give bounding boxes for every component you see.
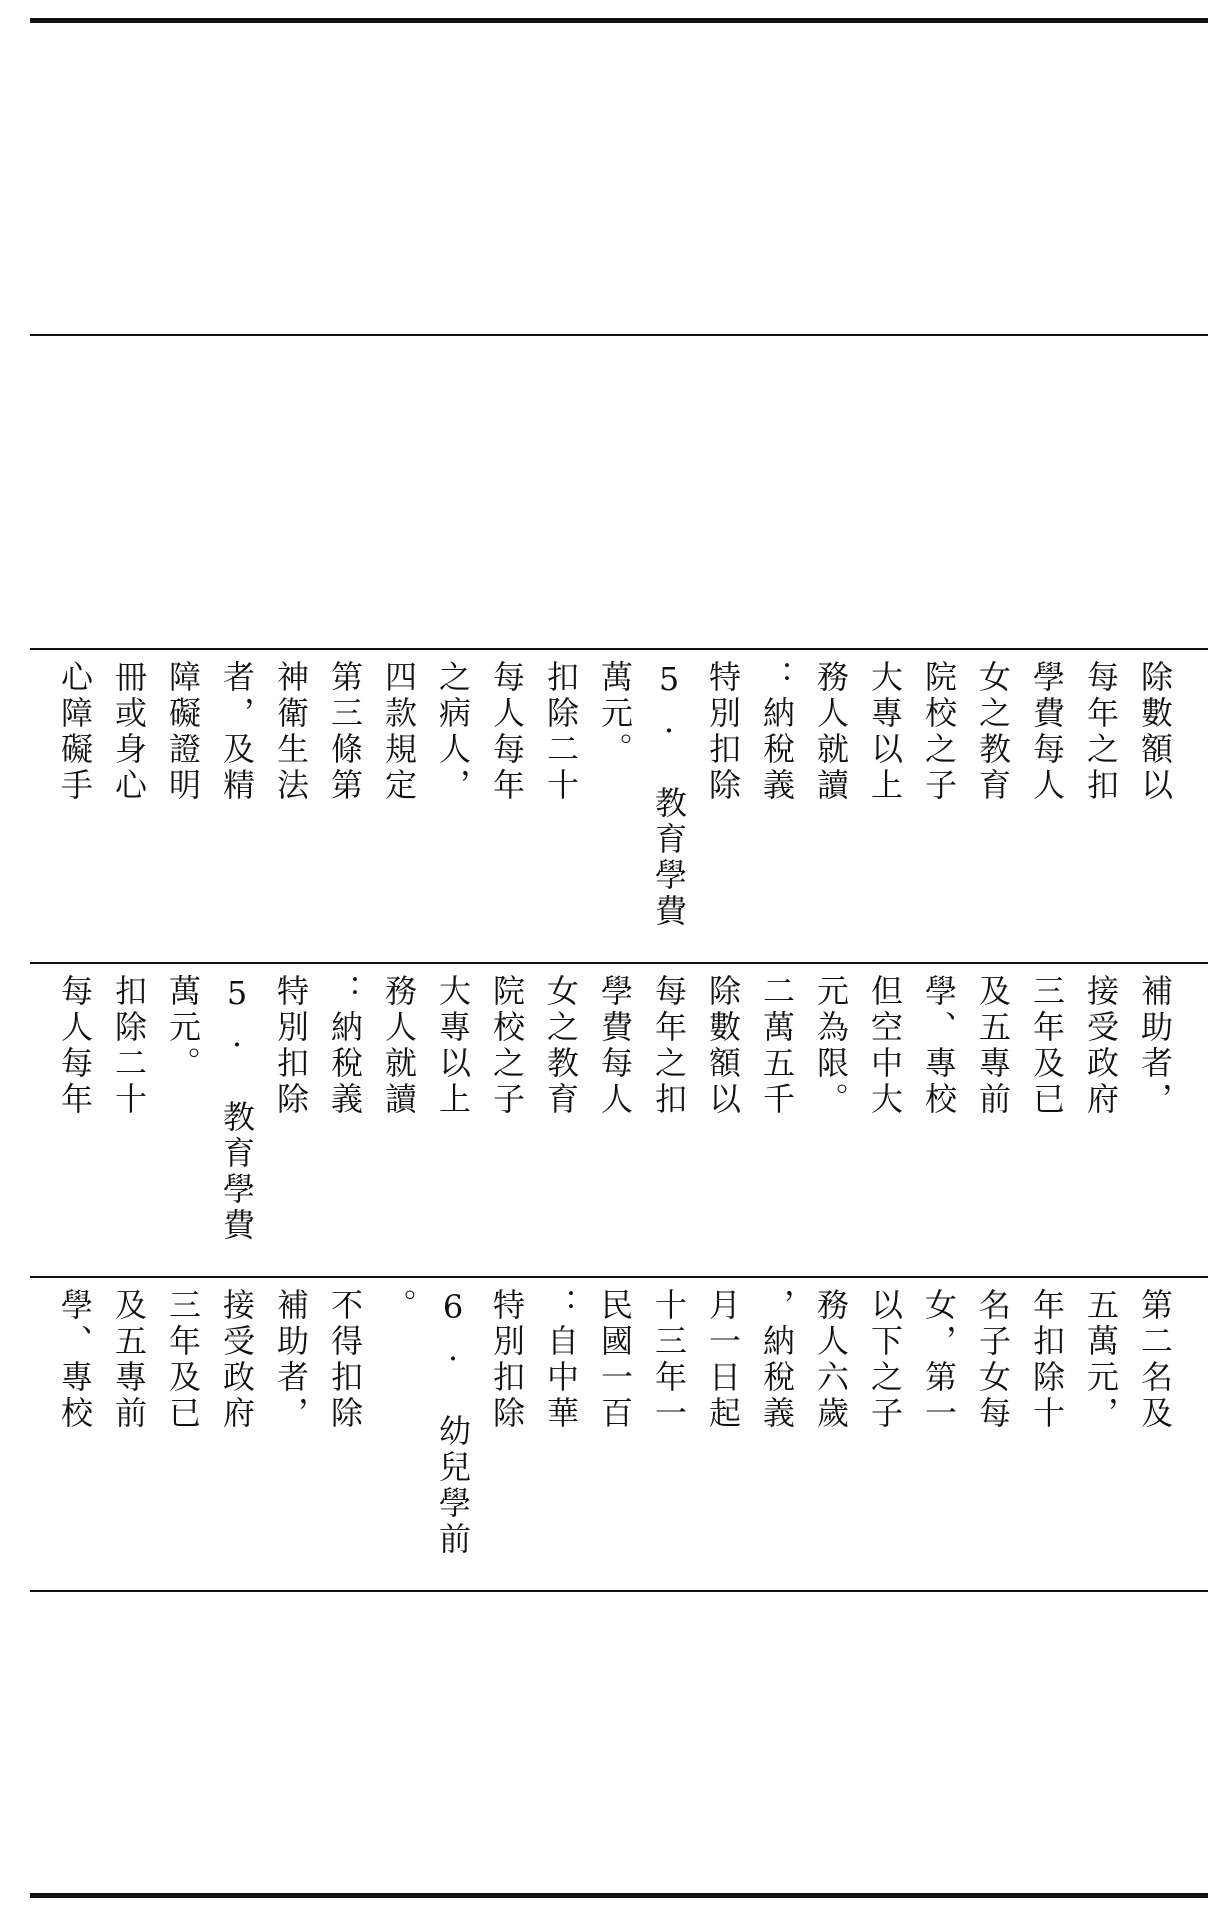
text-column: 院校之子 bbox=[488, 974, 526, 1118]
divider-rule-5 bbox=[30, 1590, 1208, 1592]
text-column: 第三條第 bbox=[326, 660, 364, 804]
text-column: 學、專校 bbox=[56, 1288, 94, 1432]
text-column: 萬元。 bbox=[596, 660, 634, 768]
text-column: 每人每年 bbox=[56, 974, 94, 1118]
text-column: 特別扣除 bbox=[488, 1288, 526, 1432]
text-column: 以下之子 bbox=[866, 1288, 904, 1432]
text-column: 大專以上 bbox=[866, 660, 904, 804]
text-column: 十三年一 bbox=[650, 1288, 688, 1432]
text-column: 元為限。 bbox=[812, 974, 850, 1118]
text-column: 心障礙手 bbox=[56, 660, 94, 804]
text-column: 四款規定 bbox=[380, 660, 418, 804]
text-column: 女之教育 bbox=[542, 974, 580, 1118]
text-column: 除數額以 bbox=[704, 974, 742, 1118]
text-column: 學、專校 bbox=[920, 974, 958, 1118]
text-column: ，納稅義 bbox=[758, 1288, 796, 1432]
text-band-3 bbox=[30, 650, 1208, 962]
text-column: 大專以上 bbox=[434, 974, 472, 1118]
text-column: 接受政府 bbox=[218, 1288, 256, 1432]
text-column: 特別扣除 bbox=[272, 974, 310, 1118]
text-column: 女之教育 bbox=[974, 660, 1012, 804]
text-column: 第二名及 bbox=[1136, 1288, 1174, 1432]
text-column: 但空中大 bbox=[866, 974, 904, 1118]
text-column: 特別扣除 bbox=[704, 660, 742, 804]
text-column: 三年及已 bbox=[164, 1288, 202, 1432]
text-column: 五萬元， bbox=[1082, 1288, 1120, 1432]
text-band-5 bbox=[30, 1278, 1208, 1590]
text-column: 障礙證明 bbox=[164, 660, 202, 804]
text-column: 民國一百 bbox=[596, 1288, 634, 1432]
text-column: 每年之扣 bbox=[1082, 660, 1120, 804]
top-rule bbox=[30, 18, 1208, 23]
text-column: 除數額以 bbox=[1136, 660, 1174, 804]
text-column: 月一日起 bbox=[704, 1288, 742, 1432]
text-column: 每人每年 bbox=[488, 660, 526, 804]
text-column: 不得扣除 bbox=[326, 1288, 364, 1432]
text-column: 二萬五千 bbox=[758, 974, 796, 1118]
text-column: ：納稅義 bbox=[326, 974, 364, 1118]
text-column: 務人六歲 bbox=[812, 1288, 850, 1432]
text-column: 者，及精 bbox=[218, 660, 256, 804]
text-column: 三年及已 bbox=[1028, 974, 1066, 1118]
text-column: 學費每人 bbox=[596, 974, 634, 1118]
text-column: 5. 教育學費 bbox=[218, 974, 256, 1244]
text-column: 冊或身心 bbox=[110, 660, 148, 804]
text-column: 務人就讀 bbox=[812, 660, 850, 804]
bottom-rule bbox=[30, 1893, 1208, 1898]
divider-rule-1 bbox=[30, 334, 1208, 336]
text-column: 6. 幼兒學前 bbox=[434, 1288, 472, 1558]
text-column: 每年之扣 bbox=[650, 974, 688, 1118]
text-column: 學費每人 bbox=[1028, 660, 1066, 804]
text-column: 務人就讀 bbox=[380, 974, 418, 1118]
text-column: 及五專前 bbox=[110, 1288, 148, 1432]
text-column: 扣除二十 bbox=[542, 660, 580, 804]
text-column: 補助者， bbox=[272, 1288, 310, 1432]
text-column: 5. 教育學費 bbox=[650, 660, 688, 930]
text-column: 及五專前 bbox=[974, 974, 1012, 1118]
text-column: 女，第一 bbox=[920, 1288, 958, 1432]
text-column: 扣除二十 bbox=[110, 974, 148, 1118]
text-column: 名子女每 bbox=[974, 1288, 1012, 1432]
text-column: 萬元。 bbox=[164, 974, 202, 1082]
text-column: 年扣除十 bbox=[1028, 1288, 1066, 1432]
text-column: 院校之子 bbox=[920, 660, 958, 804]
text-column: 補助者， bbox=[1136, 974, 1174, 1118]
text-column: 。 bbox=[380, 1288, 418, 1324]
text-column: 神衛生法 bbox=[272, 660, 310, 804]
text-column: 之病人， bbox=[434, 660, 472, 804]
text-band-4 bbox=[30, 964, 1208, 1276]
text-column: ：納稅義 bbox=[758, 660, 796, 804]
text-column: 接受政府 bbox=[1082, 974, 1120, 1118]
text-column: ：自中華 bbox=[542, 1288, 580, 1432]
